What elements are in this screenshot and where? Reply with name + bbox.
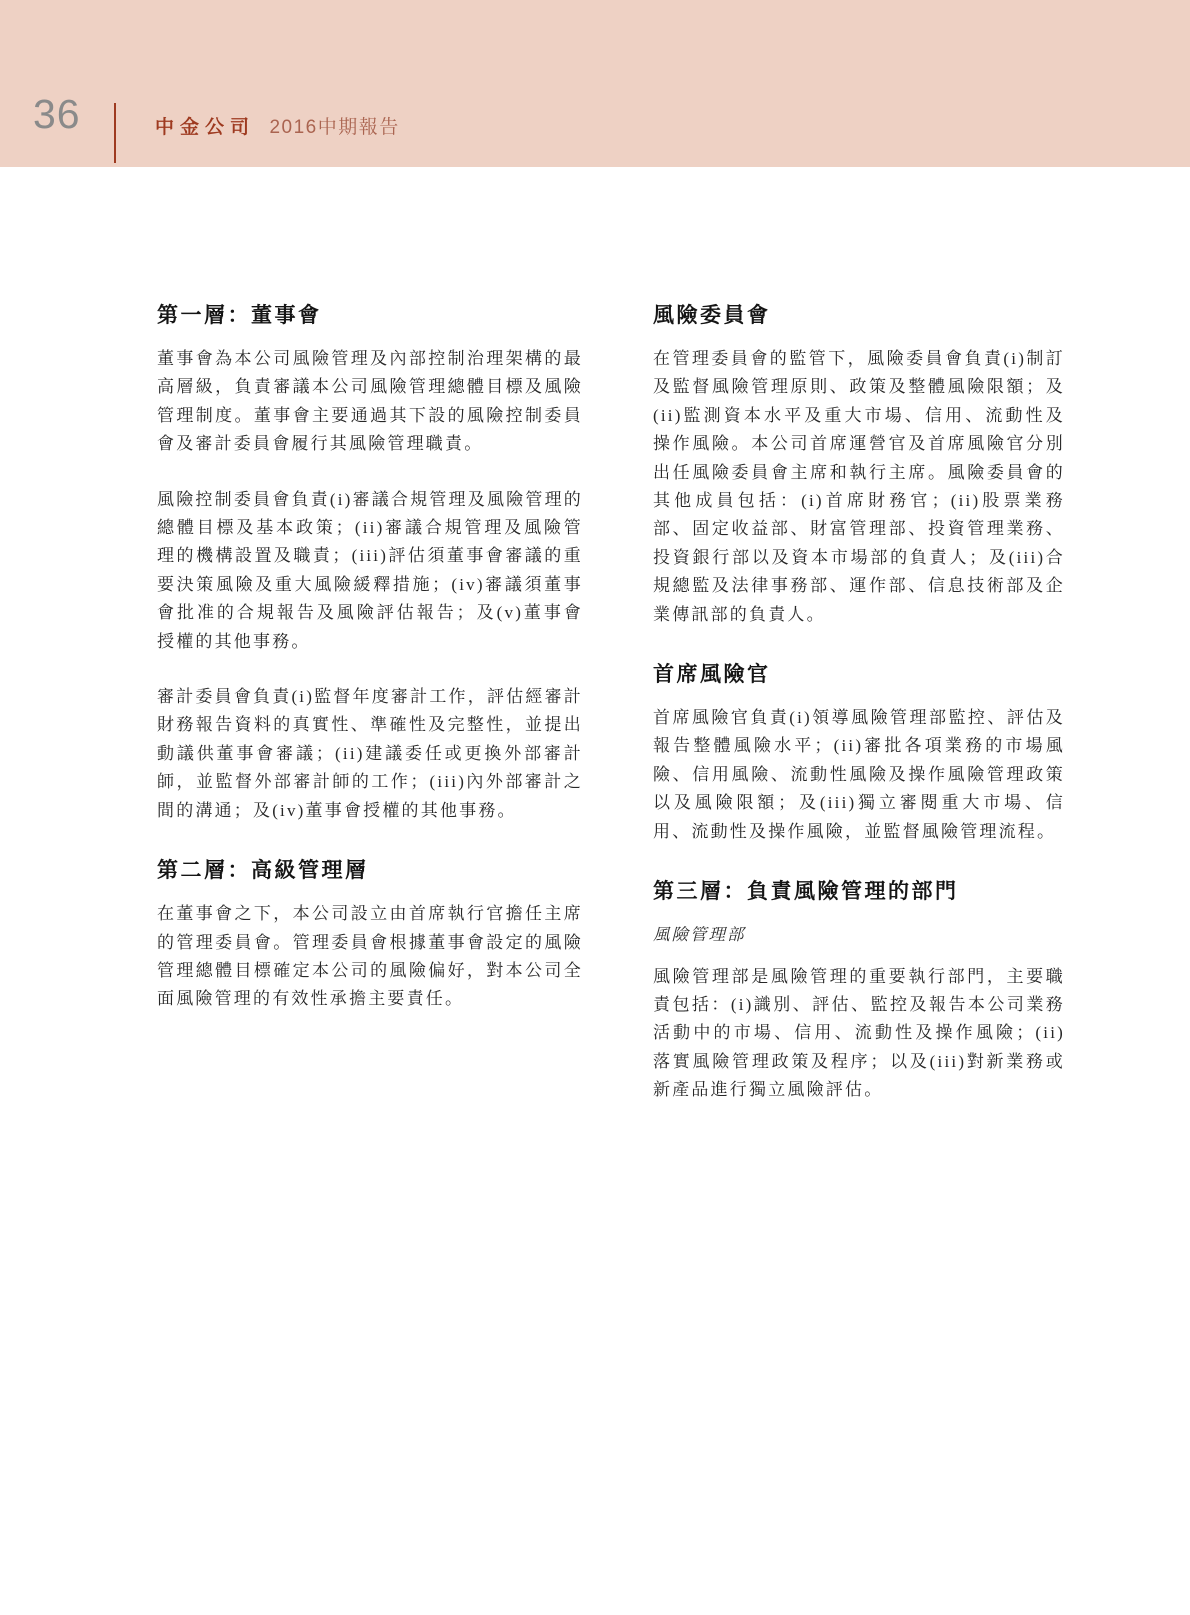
heading-tier1-board: 第一層：董事會 (157, 303, 322, 327)
page-number: 36 (33, 91, 81, 137)
company-name: 中金公司 (155, 117, 256, 138)
para-chief-risk-officer: 首席風險官負責(i)領導風險管理部監控、評估及報告整體風險水平；(ii)審批各項業務的市場風險、信用風險、流動性風險及操作風險管理政策以及風險限額；及(iii)獨立審閱重大市場、信用、流動性及操作風險，並監督風險管理流程。 (653, 708, 1065, 841)
page-header (0, 0, 1190, 167)
subheading-risk-management-dept: 風險管理部 (653, 925, 746, 945)
report-title: 2016中期報告 (269, 117, 400, 138)
para-board-overview: 董事會為本公司風險管理及內部控制治理架構的最高層級，負責審議本公司風險管理總體目標及風險管理制度。董事會主要通過其下設的風險控制委員會及審計委員會履行其風險管理職責。 (157, 349, 583, 454)
left-column (157, 300, 583, 1014)
header-title (155, 112, 400, 139)
para-audit-committee: 審計委員會負責(i)監督年度審計工作，評估經審計財務報告資料的真實性、準確性及完整性，並提出動議供董事會審議；(ii)建議委任或更換外部審計師，並監督外部審計師的工作；(iii)內外部審計之間的溝通；及(iv)董事會授權的其他事務。 (157, 687, 583, 820)
heading-risk-committee: 風險委員會 (653, 303, 771, 327)
right-column (653, 300, 1065, 1105)
heading-tier3-departments: 第三層：負責風險管理的部門 (653, 879, 959, 904)
heading-tier2-senior-management: 第二層：高級管理層 (157, 858, 369, 883)
para-risk-control-committee: 風險控制委員會負責(i)審議合規管理及風險管理的總體目標及基本政策；(ii)審議合規管理及風險管理的機構設置及職責；(iii)評估須董事會審議的重要決策風險及重大風險緩釋措施；(iv)審議須董事會批准的合規報告及風險評估報告；及(v)董事會授權的其他事務。 (157, 489, 583, 651)
header-divider (114, 103, 116, 163)
para-risk-management-dept: 風險管理部是風險管理的重要執行部門，主要職責包括：(i)識別、評估、監控及報告本公司業務活動中的市場、信用、流動性及操作風險；(ii)落實風險管理政策及程序；以及(iii)對新業務或新產品進行獨立風險評估。 (653, 966, 1065, 1100)
heading-chief-risk-officer: 首席風險官 (653, 662, 771, 687)
para-management-committee: 在董事會之下，本公司設立由首席執行官擔任主席的管理委員會。管理委員會根據董事會設定的風險管理總體目標確定本公司的風險偏好，對本公司全面風險管理的有效性承擔主要責任。 (157, 904, 583, 1009)
para-risk-committee: 在管理委員會的監管下，風險委員會負責(i)制訂及監督風險管理原則、政策及整體風險限額；及(ii)監測資本水平及重大市場、信用、流動性及操作風險。本公司首席運營官及首席風險官分別出任風險委員會主席和執行主席。風險委員會的其他成員包括：(i)首席財務官；(ii)股票業務部、固定收益部、財富管理部、投資管理業務、投資銀行部以及資本市場部的負責人；及(iii)合規總監及法律事務部、運作部、信息技術部及企業傳訊部的負責人。 (653, 349, 1065, 624)
